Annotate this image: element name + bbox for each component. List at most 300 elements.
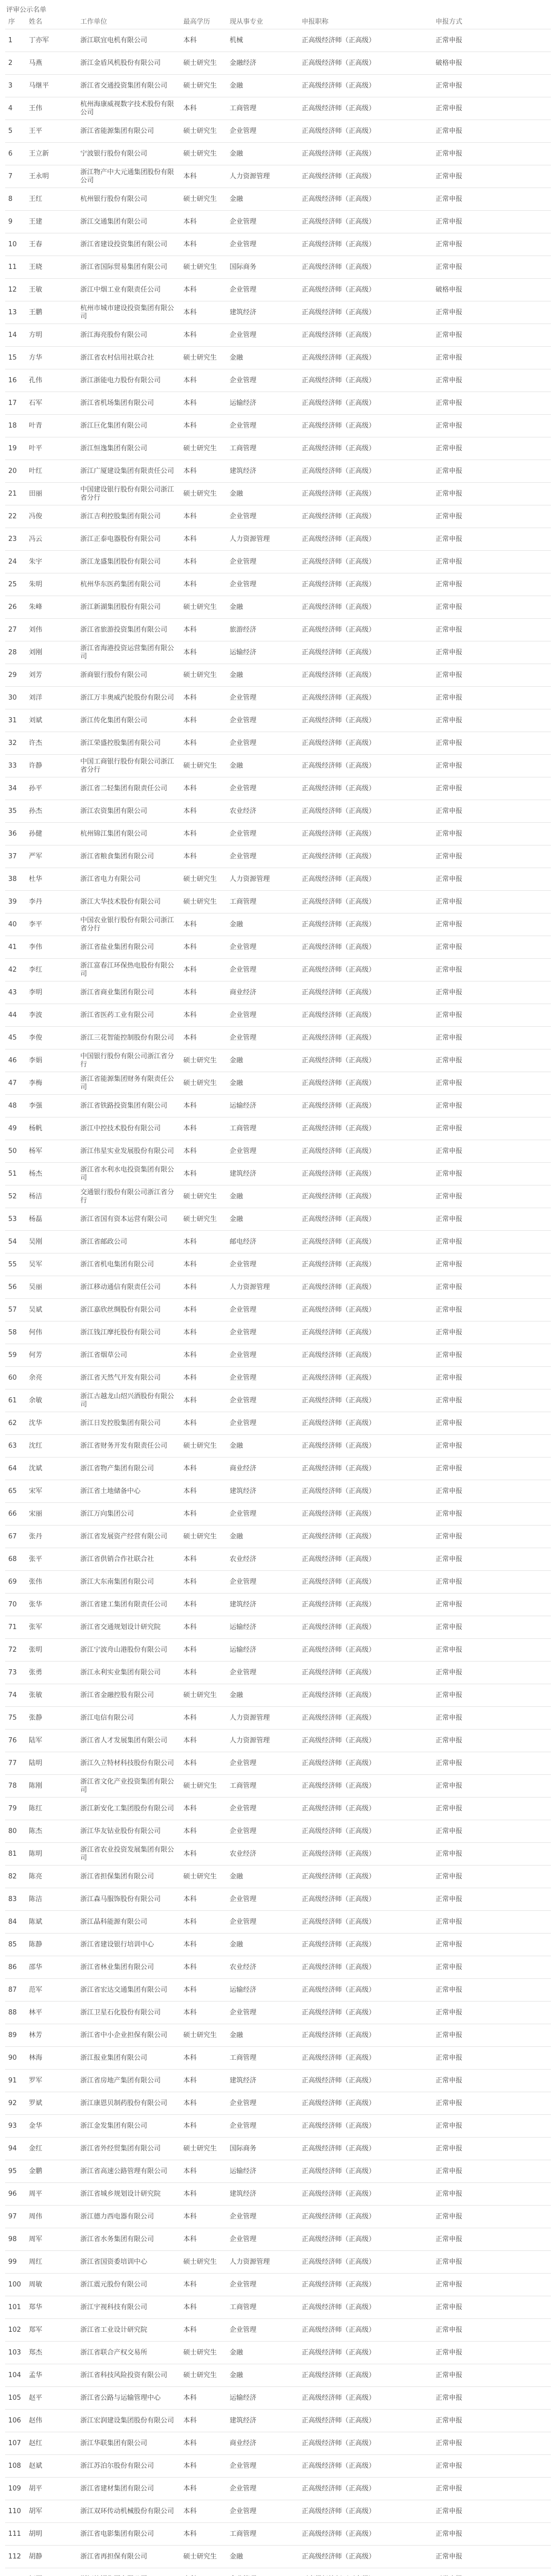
cell-major: 金融: [227, 1866, 299, 1888]
cell-unit: 浙江省水务集团有限公司: [77, 2228, 180, 2251]
table-row: [5, 1321, 551, 1344]
cell-unit: 浙江龙盛集团股份有限公司: [77, 551, 180, 573]
cell-unit: 浙江报业集团有限公司: [77, 2047, 180, 2070]
cell-name: 陈红: [26, 1798, 77, 1820]
cell-index: 51: [5, 1163, 26, 1185]
cell-name: 严军: [26, 845, 77, 868]
cell-education: 本科: [180, 551, 227, 573]
table-row: [5, 392, 551, 415]
cell-index: 78: [5, 1775, 26, 1798]
cell-title: 正高级经济师（正高级）: [299, 301, 432, 324]
table-row: [5, 1344, 551, 1367]
cell-index: 13: [5, 301, 26, 324]
cell-major: 金融: [227, 143, 299, 165]
cell-name: 胡静: [26, 2546, 77, 2568]
cell-method: 正常申报: [432, 1480, 551, 1503]
cell-education: 硕士研究生: [180, 1049, 227, 1072]
cell-title: 正高级经济师（正高级）: [299, 2251, 432, 2274]
cell-method: 正常申报: [432, 1276, 551, 1299]
cell-title: 正高级经济师（正高级）: [299, 233, 432, 256]
cell-index: 73: [5, 1662, 26, 1684]
cell-index: 17: [5, 392, 26, 415]
cell-unit: 浙江震元股份有限公司: [77, 2274, 180, 2296]
cell-name: 陈亮: [26, 1866, 77, 1888]
cell-index: 90: [5, 2047, 26, 2070]
table-row: [5, 2047, 551, 2070]
cell-index: 107: [5, 2432, 26, 2455]
cell-method: 正常申报: [432, 211, 551, 233]
cell-name: 许杰: [26, 732, 77, 755]
cell-index: 74: [5, 1684, 26, 1707]
table-row: [5, 1526, 551, 1548]
cell-major: 企业管理: [227, 369, 299, 392]
cell-unit: 浙江电信有限公司: [77, 1707, 180, 1730]
cell-name: 王红: [26, 188, 77, 211]
cell-unit: 浙江卫星石化股份有限公司: [77, 2002, 180, 2024]
cell-title: 正高级经济师（正高级）: [299, 1004, 432, 1027]
cell-index: 31: [5, 709, 26, 732]
table-row: [5, 1231, 551, 1253]
roster-body: [5, 29, 551, 2576]
cell-name: 李伟: [26, 936, 77, 959]
cell-method: 正常申报: [432, 1888, 551, 1911]
cell-major: 企业管理: [227, 324, 299, 347]
cell-major: 人力资源管理: [227, 1707, 299, 1730]
cell-major: 工商管理: [227, 1117, 299, 1140]
table-row: [5, 1412, 551, 1435]
cell-major: 商业经济: [227, 981, 299, 1004]
cell-major: 企业管理: [227, 1344, 299, 1367]
cell-title: 正高级经济师（正高级）: [299, 143, 432, 165]
cell-name: 金鹏: [26, 2160, 77, 2183]
cell-education: 本科: [180, 2455, 227, 2478]
cell-education: 本科: [180, 1412, 227, 1435]
cell-education: 本科: [180, 2387, 227, 2410]
cell-index: 100: [5, 2274, 26, 2296]
cell-title: 正高级经济师（正高级）: [299, 1503, 432, 1526]
cell-method: 正常申报: [432, 777, 551, 800]
cell-index: 71: [5, 1616, 26, 1639]
cell-method: 正常申报: [432, 1208, 551, 1231]
cell-unit: 浙江中控技术股份有限公司: [77, 1117, 180, 1140]
cell-unit: 浙江省建材集团有限公司: [77, 2478, 180, 2500]
table-row: [5, 1095, 551, 1117]
cell-major: 运输经济: [227, 1616, 299, 1639]
cell-title: 正高级经济师（正高级）: [299, 1435, 432, 1458]
cell-education: 硕士研究生: [180, 120, 227, 143]
cell-method: 正常申报: [432, 1344, 551, 1367]
cell-title: 正高级经济师（正高级）: [299, 2183, 432, 2206]
cell-major: 企业管理: [227, 936, 299, 959]
cell-title: 正高级经济师（正高级）: [299, 2364, 432, 2387]
cell-name: 陈斌: [26, 1911, 77, 1934]
cell-major: 企业管理: [227, 120, 299, 143]
cell-education: 本科: [180, 1389, 227, 1412]
cell-index: 72: [5, 1639, 26, 1662]
cell-major: 金融: [227, 75, 299, 97]
cell-unit: 浙江省供销合作社联合社: [77, 1548, 180, 1571]
cell-title: 正高级经济师（正高级）: [299, 211, 432, 233]
cell-major: 企业管理: [227, 1253, 299, 1276]
cell-education: 本科: [180, 777, 227, 800]
cell-index: 97: [5, 2206, 26, 2228]
cell-name: 刘斌: [26, 709, 77, 732]
cell-education: 本科: [180, 913, 227, 936]
cell-major: 金融经济: [227, 52, 299, 75]
cell-education: 本科: [180, 2319, 227, 2342]
page-title: 评审公示名单: [6, 6, 47, 14]
table-row: [5, 1752, 551, 1775]
cell-method: 正常申报: [432, 2546, 551, 2568]
cell-major: 企业管理: [227, 1503, 299, 1526]
table-row: [5, 2523, 551, 2546]
cell-unit: 浙江省宏达交通集团有限公司: [77, 1979, 180, 2002]
cell-title: 正高级经济师（正高级）: [299, 1253, 432, 1276]
cell-name: 杨磊: [26, 1208, 77, 1231]
cell-index: 109: [5, 2478, 26, 2500]
cell-unit: 中国建设银行股份有限公司浙江省分行: [77, 483, 180, 505]
table-row: [5, 324, 551, 347]
cell-name: 李梅: [26, 1072, 77, 1095]
cell-unit: 浙江万向集团公司: [77, 1503, 180, 1526]
table-row: [5, 1049, 551, 1072]
cell-education: 本科: [180, 301, 227, 324]
cell-title: 正高级经济师（正高级）: [299, 437, 432, 460]
cell-title: 正高级经济师（正高级）: [299, 959, 432, 981]
cell-name: 陆军: [26, 1730, 77, 1752]
cell-method: 正常申报: [432, 256, 551, 279]
cell-education: 硕士研究生: [180, 755, 227, 777]
cell-method: 正常申报: [432, 392, 551, 415]
cell-education: 本科: [180, 619, 227, 641]
cell-major: 企业管理: [227, 505, 299, 528]
cell-major: 金融: [227, 2024, 299, 2047]
cell-unit: 浙江省发展资产经营有限公司: [77, 1526, 180, 1548]
cell-education: 硕士研究生: [180, 2251, 227, 2274]
cell-method: 正常申报: [432, 75, 551, 97]
cell-major: 工商管理: [227, 2047, 299, 2070]
cell-title: 正高级经济师（正高级）: [299, 913, 432, 936]
cell-major: 商业经济: [227, 2432, 299, 2455]
cell-major: 运输经济: [227, 1639, 299, 1662]
table-row: [5, 800, 551, 823]
cell-index: 37: [5, 845, 26, 868]
cell-unit: 浙商银行股份有限公司: [77, 664, 180, 687]
cell-index: 58: [5, 1321, 26, 1344]
cell-name: 叶红: [26, 460, 77, 483]
cell-method: 正常申报: [432, 2092, 551, 2115]
cell-method: 正常申报: [432, 551, 551, 573]
cell-title: 正高级经济师（正高级）: [299, 1594, 432, 1616]
cell-name: 杜华: [26, 868, 77, 891]
table-row: [5, 777, 551, 800]
cell-method: 正常申报: [432, 188, 551, 211]
cell-name: 王伟: [26, 97, 77, 120]
table-row: [5, 2546, 551, 2568]
cell-method: 正常申报: [432, 2387, 551, 2410]
cell-unit: 浙江省农业投资发展集团有限公司: [77, 1843, 180, 1866]
cell-education: 本科: [180, 1639, 227, 1662]
cell-unit: 浙江宇视科技有限公司: [77, 2296, 180, 2319]
cell-unit: 浙江晶科能源有限公司: [77, 1911, 180, 1934]
table-row: [5, 2432, 551, 2455]
table-row: [5, 2024, 551, 2047]
cell-index: 48: [5, 1095, 26, 1117]
cell-name: 吴斌: [26, 1299, 77, 1321]
cell-title: 正高级经济师（正高级）: [299, 369, 432, 392]
table-row: [5, 75, 551, 97]
cell-name: 沈红: [26, 1435, 77, 1458]
cell-education: 本科: [180, 2115, 227, 2138]
table-row: [5, 1684, 551, 1707]
cell-major: 企业管理: [227, 1004, 299, 1027]
cell-education: 本科: [180, 2296, 227, 2319]
cell-unit: 浙江省城乡规划设计研究院: [77, 2183, 180, 2206]
cell-index: 87: [5, 1979, 26, 2002]
cell-title: 正高级经济师（正高级）: [299, 1231, 432, 1253]
cell-title: 正高级经济师（正高级）: [299, 551, 432, 573]
cell-method: 正常申报: [432, 233, 551, 256]
cell-major: 企业管理: [227, 1412, 299, 1435]
table-row: [5, 1389, 551, 1412]
cell-major: 企业管理: [227, 687, 299, 709]
cell-index: 80: [5, 1820, 26, 1843]
cell-unit: 浙江华友钴业股份有限公司: [77, 1820, 180, 1843]
cell-name: 范军: [26, 1979, 77, 2002]
cell-method: 正常申报: [432, 483, 551, 505]
cell-name: 王晓: [26, 256, 77, 279]
cell-method: 正常申报: [432, 936, 551, 959]
cell-title: 正高级经济师（正高级）: [299, 1412, 432, 1435]
cell-unit: 浙江永利实业集团有限公司: [77, 1662, 180, 1684]
cell-index: 104: [5, 2364, 26, 2387]
cell-major: 人力资源管理: [227, 165, 299, 188]
cell-index: 9: [5, 211, 26, 233]
table-row: [5, 369, 551, 392]
cell-major: 工商管理: [227, 97, 299, 120]
cell-title: 正高级经济师（正高级）: [299, 2478, 432, 2500]
cell-major: 金融: [227, 1934, 299, 1956]
cell-name: 刘洋: [26, 687, 77, 709]
cell-title: 正高级经济师（正高级）: [299, 2002, 432, 2024]
table-row: [5, 2160, 551, 2183]
cell-major: 企业管理: [227, 1752, 299, 1775]
cell-index: 108: [5, 2455, 26, 2478]
cell-name: 杨杰: [26, 1163, 77, 1185]
cell-unit: 浙江富春江环保热电股份有限公司: [77, 959, 180, 981]
cell-title: 正高级经济师（正高级）: [299, 75, 432, 97]
cell-title: 正高级经济师（正高级）: [299, 2455, 432, 2478]
cell-method: 正常申报: [432, 2047, 551, 2070]
cell-index: 81: [5, 1843, 26, 1866]
cell-title: 正高级经济师（正高级）: [299, 188, 432, 211]
cell-unit: 浙江华联集团有限公司: [77, 2432, 180, 2455]
cell-method: 正常申报: [432, 97, 551, 120]
table-row: [5, 460, 551, 483]
cell-unit: 交通银行股份有限公司浙江省分行: [77, 1185, 180, 1208]
cell-unit: 浙江省公路与运输管理中心: [77, 2387, 180, 2410]
cell-name: 马燕: [26, 52, 77, 75]
cell-name: 林海: [26, 2047, 77, 2070]
cell-method: 正常申报: [432, 2500, 551, 2523]
cell-name: 李明: [26, 981, 77, 1004]
cell-major: 企业管理: [227, 233, 299, 256]
cell-name: 罗斌: [26, 2092, 77, 2115]
cell-index: 54: [5, 1231, 26, 1253]
cell-unit: 浙江物产中大元通集团股份有限公司: [77, 165, 180, 188]
cell-method: 正常申报: [432, 2523, 551, 2546]
cell-title: 正高级经济师（正高级）: [299, 1752, 432, 1775]
cell-method: 正常申报: [432, 2342, 551, 2364]
cell-unit: 浙江省电力有限公司: [77, 868, 180, 891]
table-row: [5, 2251, 551, 2274]
cell-major: 农业经济: [227, 1548, 299, 1571]
cell-major: 金融: [227, 2546, 299, 2568]
table-row: [5, 1730, 551, 1752]
cell-title: 正高级经济师（正高级）: [299, 1548, 432, 1571]
table-row: [5, 2206, 551, 2228]
cell-major: 旅游经济: [227, 619, 299, 641]
table-row: [5, 1548, 551, 1571]
cell-unit: 浙江省国资委培训中心: [77, 2251, 180, 2274]
cell-method: 正常申报: [432, 1458, 551, 1480]
cell-unit: 浙江省科技风险投资有限公司: [77, 2364, 180, 2387]
cell-education: 本科: [180, 1752, 227, 1775]
cell-title: 正高级经济师（正高级）: [299, 1888, 432, 1911]
header-index: 序: [5, 15, 26, 29]
cell-major: 运输经济: [227, 641, 299, 664]
cell-title: 正高级经济师（正高级）: [299, 2387, 432, 2410]
cell-method: 正常申报: [432, 1571, 551, 1594]
cell-unit: 浙江古越龙山绍兴酒股份有限公司: [77, 1389, 180, 1412]
cell-name: 郑军: [26, 2319, 77, 2342]
cell-index: 110: [5, 2500, 26, 2523]
table-row: [5, 755, 551, 777]
cell-method: [432, 2568, 551, 2576]
table-row: [5, 823, 551, 845]
cell-name: 杨帆: [26, 1117, 77, 1140]
cell-index: 105: [5, 2387, 26, 2410]
table-row: [5, 619, 551, 641]
cell-index: 68: [5, 1548, 26, 1571]
cell-unit: 浙江省工业设计研究院: [77, 2319, 180, 2342]
cell-major: 建筑经济: [227, 2183, 299, 2206]
table-row: [5, 120, 551, 143]
cell-index: 28: [5, 641, 26, 664]
cell-major: 金融: [227, 483, 299, 505]
cell-unit: 浙江省交通投资集团有限公司: [77, 75, 180, 97]
table-row: [5, 1571, 551, 1594]
cell-education: 本科: [180, 709, 227, 732]
cell-title: 正高级经济师（正高级）: [299, 868, 432, 891]
cell-method: 正常申报: [432, 415, 551, 437]
cell-title: 正高级经济师（正高级）: [299, 732, 432, 755]
cell-title: 正高级经济师（正高级）: [299, 2410, 432, 2432]
table-row: [5, 551, 551, 573]
cell-unit: 浙江省财务开发有限责任公司: [77, 1435, 180, 1458]
cell-title: [299, 2568, 432, 2576]
cell-method: 正常申报: [432, 687, 551, 709]
cell-major: 商业经济: [227, 1458, 299, 1480]
cell-title: 正高级经济师（正高级）: [299, 2228, 432, 2251]
cell-unit: 浙江金发集团有限公司: [77, 2115, 180, 2138]
cell-name: 孙杰: [26, 800, 77, 823]
cell-name: 周伟: [26, 2206, 77, 2228]
cell-title: 正高级经济师（正高级）: [299, 505, 432, 528]
cell-method: 正常申报: [432, 1185, 551, 1208]
cell-unit: 浙江省交通规划设计研究院: [77, 1616, 180, 1639]
cell-major: 金融: [227, 1049, 299, 1072]
cell-unit: 浙江正泰电器股份有限公司: [77, 528, 180, 551]
cell-major: 建筑经济: [227, 1480, 299, 1503]
cell-method: 正常申报: [432, 800, 551, 823]
cell-education: 本科: [180, 460, 227, 483]
cell-education: 硕士研究生: [180, 1072, 227, 1095]
cell-unit: 浙江省烟草公司: [77, 1344, 180, 1367]
cell-major: 企业管理: [227, 1820, 299, 1843]
cell-index: 95: [5, 2160, 26, 2183]
cell-major: 企业管理: [227, 1571, 299, 1594]
cell-unit: 浙江省建工集团有限责任公司: [77, 1594, 180, 1616]
cell-method: 正常申报: [432, 1140, 551, 1163]
header-unit: 工作单位: [77, 15, 180, 29]
cell-name: 周红: [26, 2251, 77, 2274]
cell-major: 企业管理: [227, 1888, 299, 1911]
cell-name: 何伟: [26, 1321, 77, 1344]
cell-method: 正常申报: [432, 2228, 551, 2251]
cell-title: 正高级经济师（正高级）: [299, 256, 432, 279]
table-row: [5, 1775, 551, 1798]
cell-education: 本科: [180, 1367, 227, 1389]
cell-index: 33: [5, 755, 26, 777]
cell-method: 正常申报: [432, 165, 551, 188]
cell-title: 正高级经济师（正高级）: [299, 2024, 432, 2047]
table-row: [5, 1616, 551, 1639]
cell-method: 正常申报: [432, 1911, 551, 1934]
table-row: [5, 2092, 551, 2115]
cell-education: 本科: [180, 2183, 227, 2206]
cell-unit: 浙江省海港投资运营集团有限公司: [77, 641, 180, 664]
cell-method: 正常申报: [432, 528, 551, 551]
cell-unit: 浙江省邮政公司: [77, 1231, 180, 1253]
cell-education: 本科: [180, 1616, 227, 1639]
cell-unit: 浙江苏泊尔股份有限公司: [77, 2455, 180, 2478]
cell-title: 正高级经济师（正高级）: [299, 2546, 432, 2568]
cell-method: 正常申报: [432, 2319, 551, 2342]
cell-index: 19: [5, 437, 26, 460]
cell-title: 正高级经济师（正高级）: [299, 1866, 432, 1888]
cell-index: 29: [5, 664, 26, 687]
cell-index: 70: [5, 1594, 26, 1616]
cell-title: 正高级经济师（正高级）: [299, 1707, 432, 1730]
cell-name: 宋军: [26, 1480, 77, 1503]
cell-index: 103: [5, 2342, 26, 2364]
cell-index: 24: [5, 551, 26, 573]
cell-major: 运输经济: [227, 1979, 299, 2002]
cell-index: 50: [5, 1140, 26, 1163]
cell-name: 王鹏: [26, 301, 77, 324]
cell-method: 破格申报: [432, 52, 551, 75]
cell-education: 硕士研究生: [180, 52, 227, 75]
cell-unit: 浙江广厦建设集团有限责任公司: [77, 460, 180, 483]
cell-method: 正常申报: [432, 891, 551, 913]
cell-index: 21: [5, 483, 26, 505]
cell-education: 本科: [180, 369, 227, 392]
cell-method: 正常申报: [432, 1934, 551, 1956]
cell-index: 96: [5, 2183, 26, 2206]
cell-major: 人力资源管理: [227, 1276, 299, 1299]
cell-method: 正常申报: [432, 755, 551, 777]
